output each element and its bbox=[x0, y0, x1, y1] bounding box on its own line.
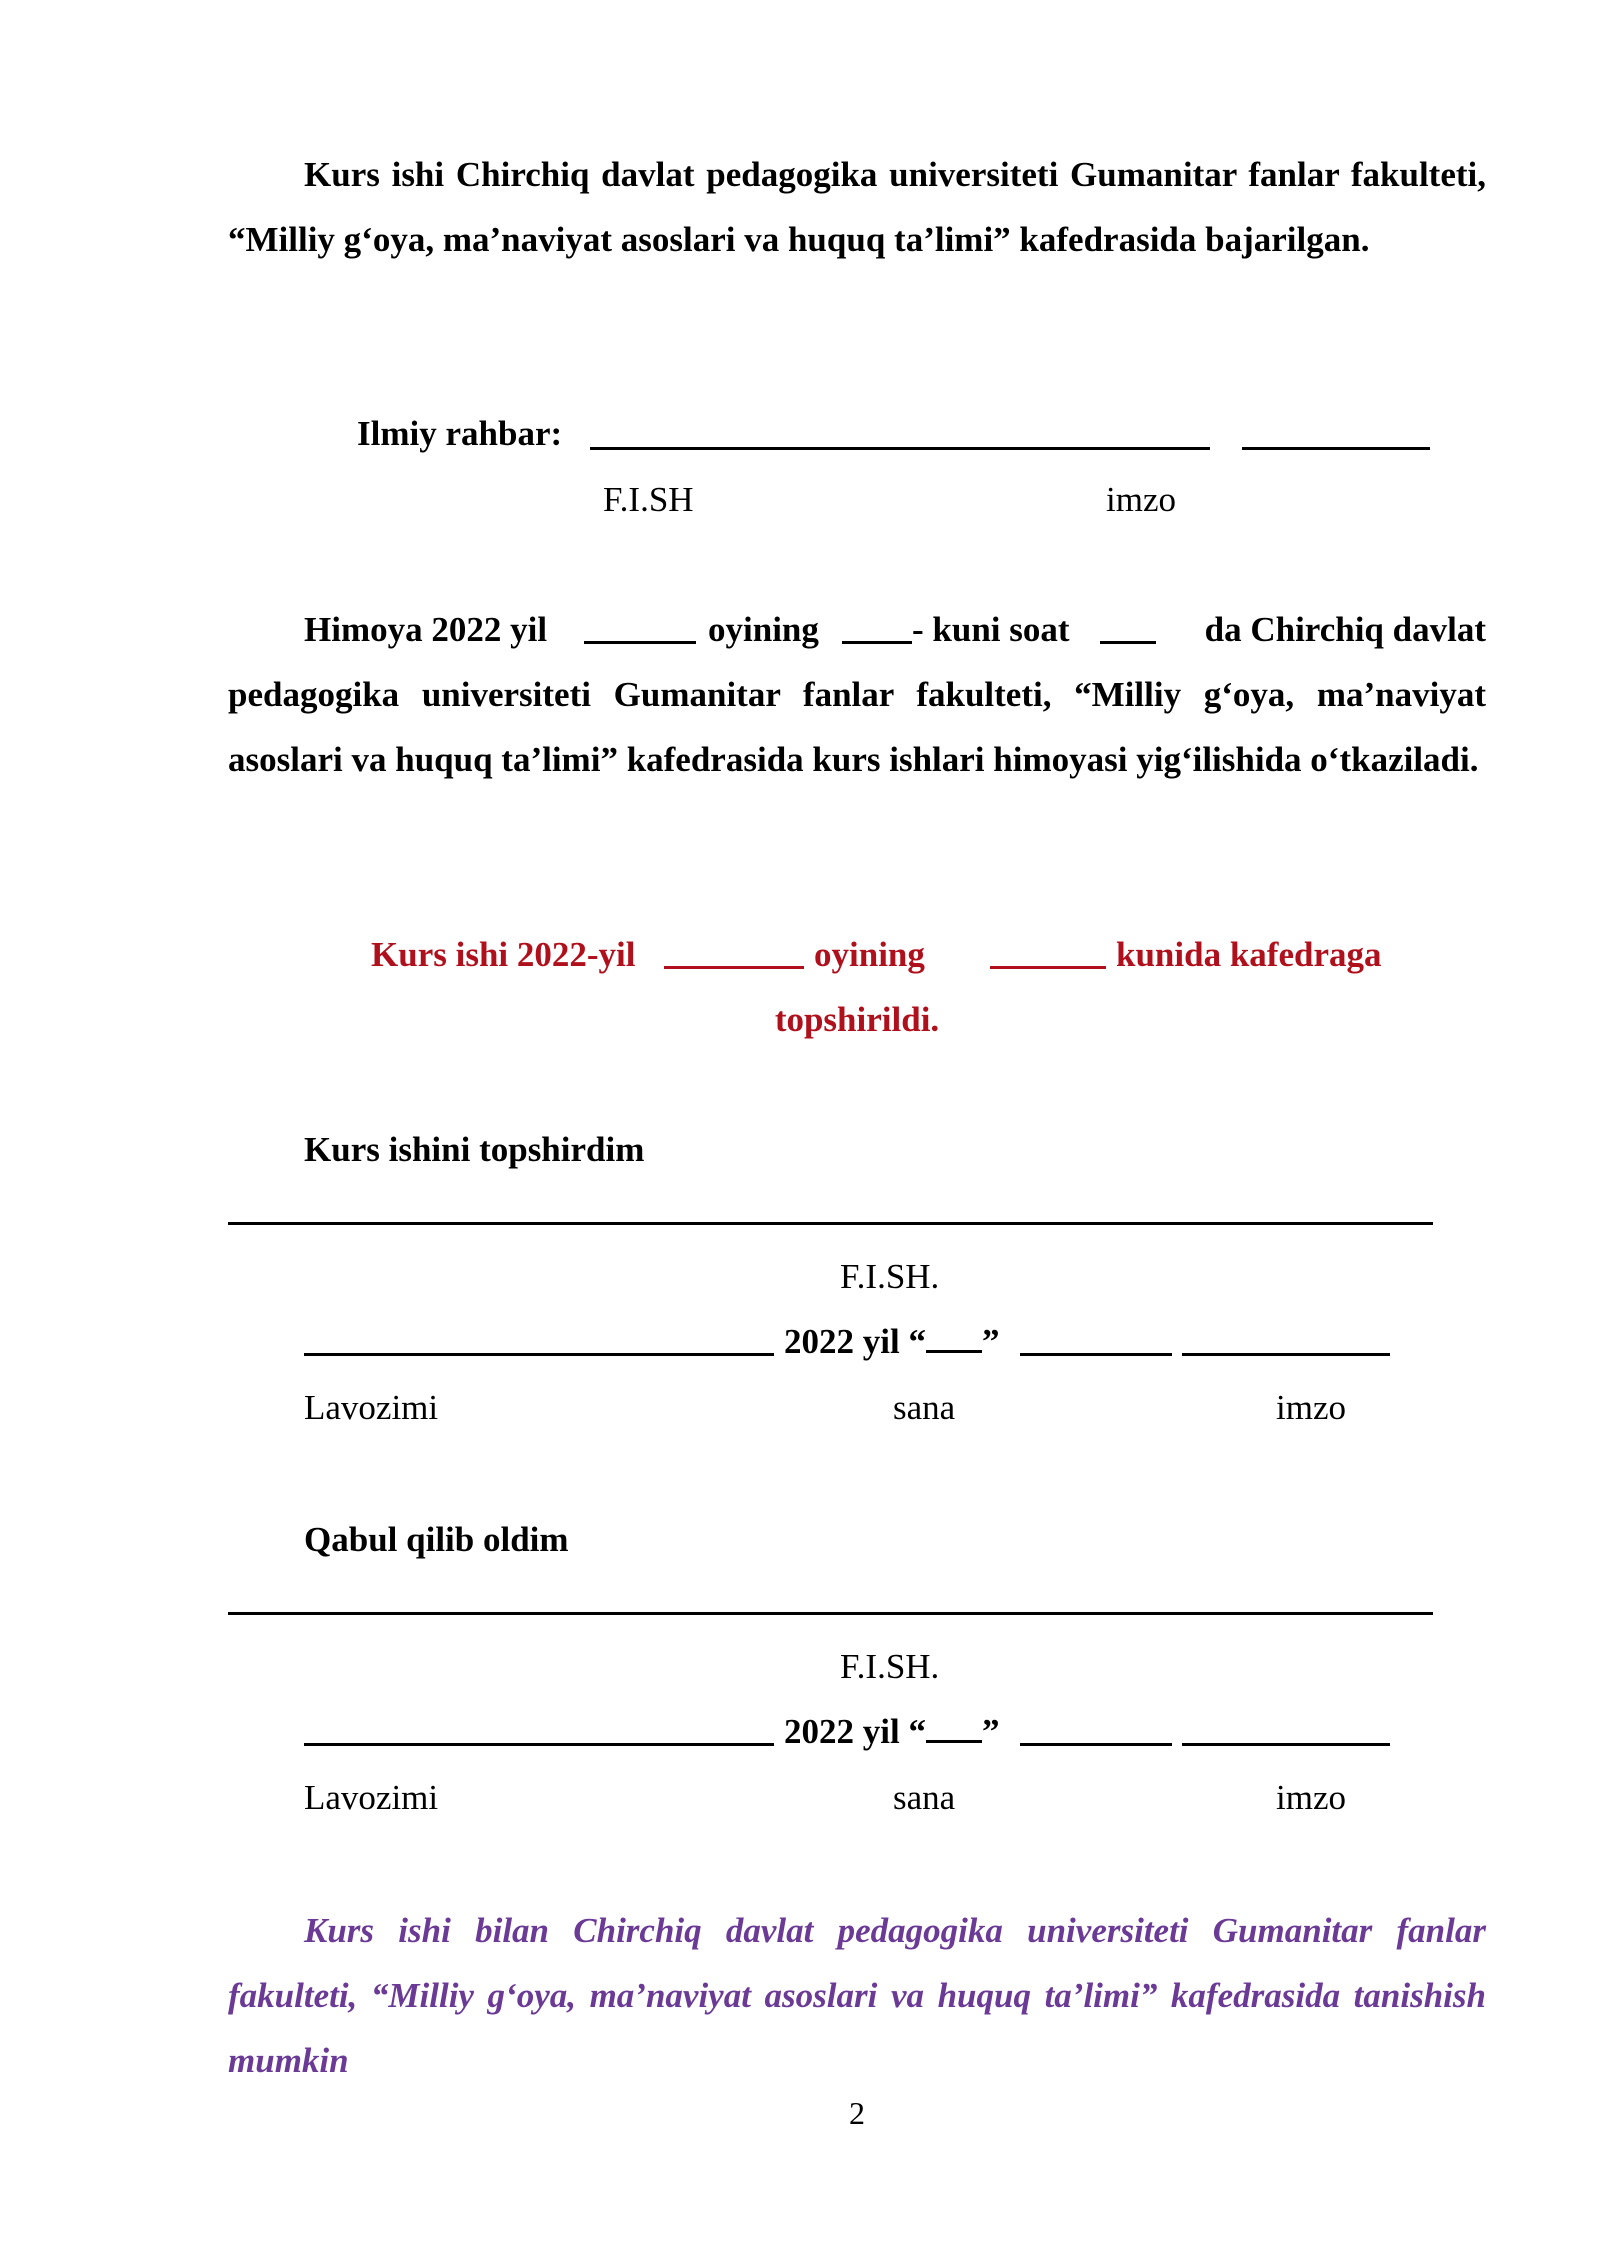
supervisor-imzo-caption: imzo bbox=[1106, 480, 1176, 519]
block2-quote-close: ” bbox=[981, 1712, 1000, 1751]
block1-year bbox=[784, 1312, 999, 1372]
defense-part-c: - kuni soat bbox=[912, 610, 1070, 649]
block1-imzo: imzo bbox=[1276, 1388, 1346, 1427]
block2-heading: Qabul qilib oldim bbox=[304, 1520, 569, 1559]
block2-lavozimi: Lavozimi bbox=[304, 1778, 439, 1817]
block1-name-line[interactable] bbox=[228, 1222, 1433, 1225]
block2-name-line[interactable] bbox=[228, 1612, 1433, 1615]
block2-position-line[interactable] bbox=[304, 1743, 774, 1746]
block2-imzo: imzo bbox=[1276, 1778, 1346, 1817]
block2-year bbox=[784, 1702, 999, 1762]
submitted-part-b: oyining bbox=[814, 935, 925, 974]
note-text: Kurs ishi bilan Chirchiq davlat pedagogika universiteti Gumanitar fanlar fakulteti, “Milliy g‘oya, ma’naviyat asoslari va huquq ta’limi” kafedrasida tanishish mumkin bbox=[228, 1911, 1486, 2080]
block1-sana: sana bbox=[893, 1388, 956, 1427]
supervisor-name-line[interactable] bbox=[590, 447, 1210, 450]
submitted-line bbox=[228, 922, 1486, 987]
submitted-last: topshirildi. bbox=[774, 1000, 940, 1039]
defense-first-line bbox=[228, 597, 1486, 662]
block2-sana: sana bbox=[893, 1778, 956, 1817]
block1-fish: F.I.SH. bbox=[840, 1257, 940, 1296]
block2-fish: F.I.SH. bbox=[840, 1647, 940, 1686]
block1-date-line[interactable] bbox=[1020, 1353, 1172, 1356]
supervisor-signature-line[interactable] bbox=[1242, 447, 1430, 450]
defense-part-a: Himoya 2022 yil bbox=[304, 610, 548, 649]
block1-day-blank[interactable] bbox=[926, 1318, 982, 1353]
block2-date-line[interactable] bbox=[1020, 1743, 1172, 1746]
supervisor-label: Ilmiy rahbar: bbox=[357, 414, 563, 453]
defense-day-blank[interactable] bbox=[842, 641, 912, 644]
page-number: 2 bbox=[849, 2095, 865, 2131]
submitted-day-blank[interactable] bbox=[990, 966, 1106, 969]
block2-day-blank[interactable] bbox=[926, 1708, 982, 1743]
defense-rest-paragraph: pedagogika universiteti Gumanitar fanlar fakulteti, “Milliy g‘oya, ma’naviyat asoslari va huquq ta’limi” kafedrasida kurs ishlari himoyasi yig‘ilishida o‘tkaziladi. bbox=[228, 675, 1486, 779]
note-paragraph bbox=[228, 1898, 1486, 2093]
defense-month-blank[interactable] bbox=[584, 641, 696, 644]
intro-text: Kurs ishi Chirchiq davlat pedagogika universiteti Gumanitar fanlar fakulteti, “Milliy g‘oya, ma’naviyat asoslari va huquq ta’limi” kafedrasida bajarilgan. bbox=[228, 155, 1486, 259]
block1-quote-close: ” bbox=[981, 1322, 1000, 1361]
submitted-part-c: kunida kafedraga bbox=[1116, 935, 1382, 974]
block2-year-text: 2022 yil “ bbox=[784, 1712, 926, 1751]
block1-heading: Kurs ishini topshirdim bbox=[304, 1130, 645, 1169]
defense-hour-blank[interactable] bbox=[1100, 641, 1156, 644]
defense-part-b: oyining bbox=[708, 610, 819, 649]
defense-part-d: da Chirchiq davlat bbox=[1204, 610, 1486, 649]
submitted-month-blank[interactable] bbox=[664, 966, 804, 969]
intro-paragraph bbox=[228, 142, 1486, 272]
block2-signature-line[interactable] bbox=[1182, 1743, 1390, 1746]
block1-lavozimi: Lavozimi bbox=[304, 1388, 439, 1427]
block1-position-line[interactable] bbox=[304, 1353, 774, 1356]
block1-year-text: 2022 yil “ bbox=[784, 1322, 926, 1361]
submitted-part-a: Kurs ishi 2022-yil bbox=[371, 935, 636, 974]
supervisor-fish-caption: F.I.SH bbox=[603, 480, 694, 519]
block1-signature-line[interactable] bbox=[1182, 1353, 1390, 1356]
